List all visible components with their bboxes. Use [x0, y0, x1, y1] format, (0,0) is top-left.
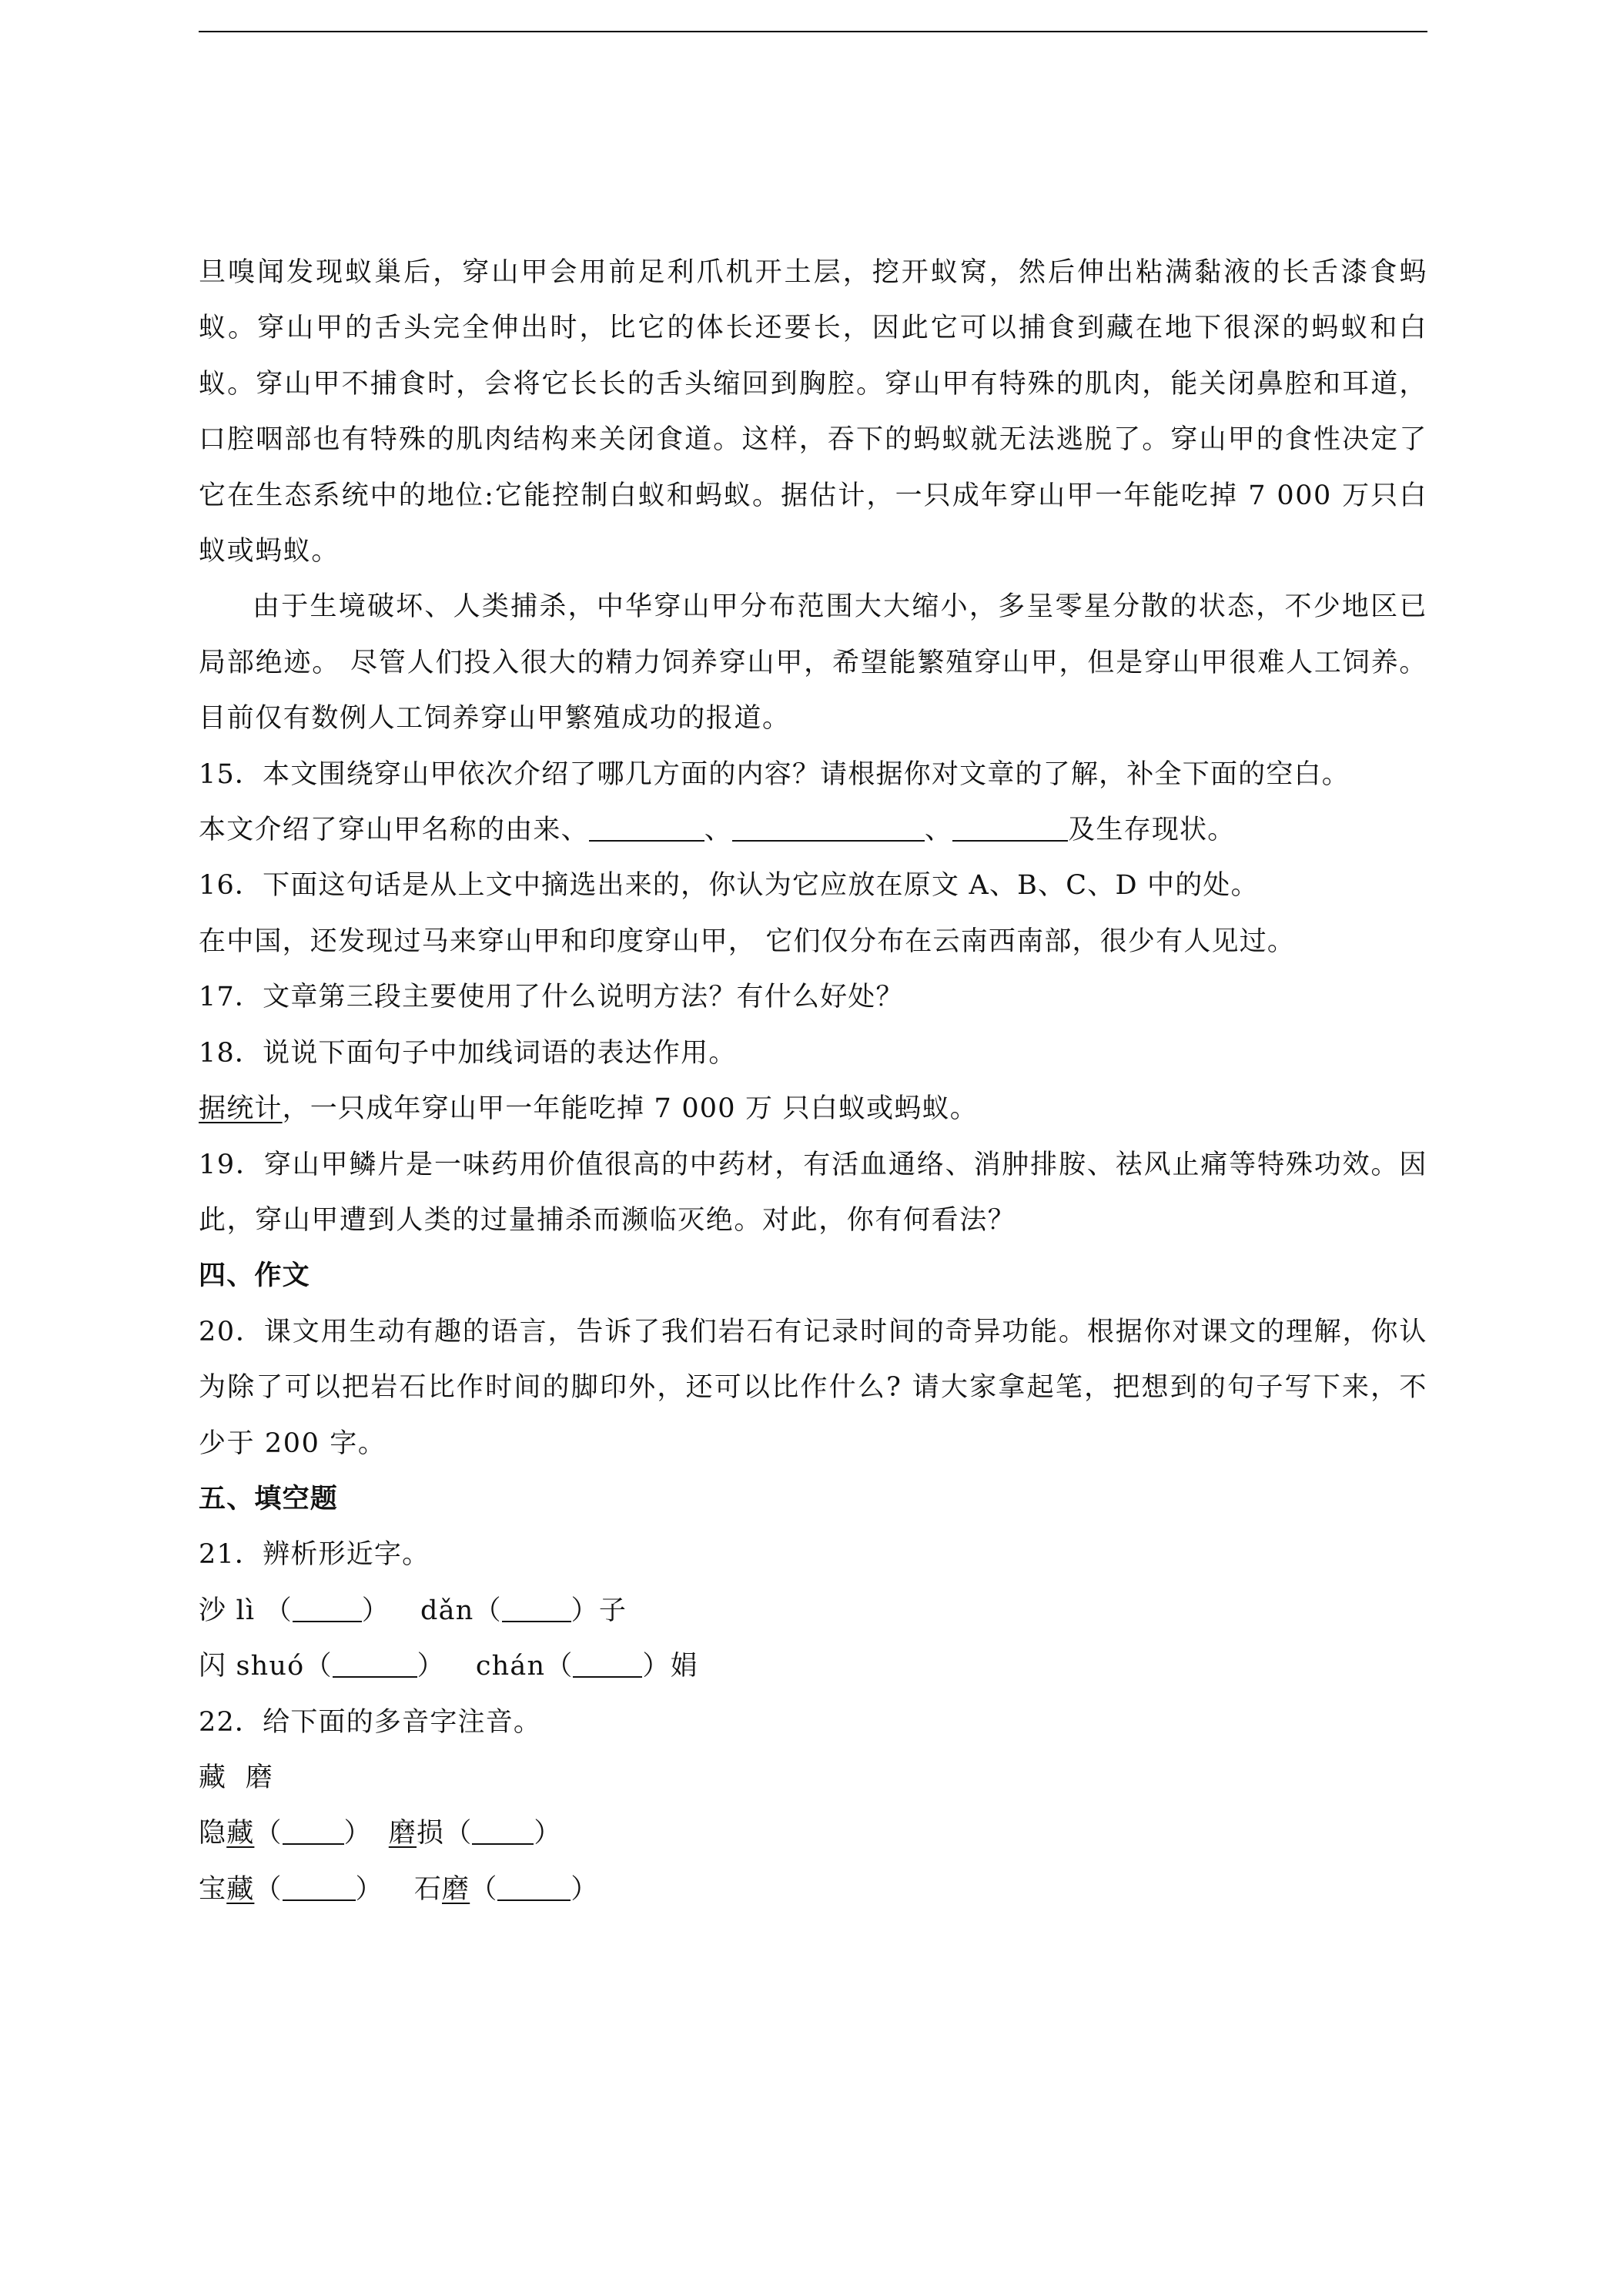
q22-r2-b-open: （: [470, 1873, 498, 1905]
q21-r1-blank-1[interactable]: [293, 1595, 362, 1622]
q21-r2-c1-pre: 闪 shuó（: [199, 1651, 333, 1682]
header-rule: [199, 31, 1427, 32]
q22-r2-blank-2[interactable]: [497, 1873, 571, 1901]
q22-chars: 藏 磨: [199, 1762, 274, 1793]
q21-r2-c1-post: ）: [417, 1651, 445, 1682]
q22-r2-a-pre: 宝: [199, 1873, 227, 1905]
q15-fill-start: 本文介绍了穿山甲名称的由来、: [199, 815, 589, 846]
q22-question: 22．给下面的多音字注音。: [199, 1706, 542, 1738]
q17-question: 17．文章第三段主要使用了什么说明方法？有什么好处？: [199, 982, 904, 1013]
document-body: [199, 245, 1427, 1917]
q21-r2-c2-pre: chán（: [475, 1651, 574, 1682]
q22-r2-a-open: （: [254, 1873, 283, 1905]
passage-paragraph-2: 由于生境破坏、人类捕杀，中华穿山甲分布范围大大缩小，多呈零星分散的状态，不少地区已局部绝迹。 尽管人们投入很大的精力饲养穿山甲，希望能繁殖穿山甲，但是穿山甲很难人工饲养。目前仅有数例人工饲养穿山甲繁殖成功的报道。: [199, 591, 1427, 735]
q22-r1-blank-2[interactable]: [472, 1817, 534, 1845]
q21-r2-c2-post: ）娟: [642, 1651, 698, 1682]
q21-r2-blank-2[interactable]: [573, 1650, 642, 1678]
q22-r1-a-open: （: [254, 1818, 283, 1849]
q16-sentence: 在中国，还发现过马来穿山甲和印度穿山甲， 它们仅分布在云南西南部，很少有人见过。: [199, 925, 1296, 957]
q22-r1-a-pre: 隐: [199, 1818, 227, 1849]
q21-r1-c2-pre: dǎn（: [420, 1595, 502, 1626]
q21-r2-blank-1[interactable]: [333, 1650, 417, 1678]
q22-r1-a-char: 藏: [226, 1818, 255, 1849]
q18-sentence-rest: ，一只成年穿山甲一年能吃掉 7 000 万 只白蚁或蚂蚁。: [282, 1093, 978, 1125]
q15-sep-2: 、: [925, 815, 953, 846]
q22-r2-a-char: 藏: [226, 1873, 255, 1905]
q15-blank-3[interactable]: [952, 814, 1068, 842]
q18-sentence: [199, 1081, 1427, 1136]
q22-row-1: [199, 1806, 1427, 1861]
q22-r1-b-post: 损（: [417, 1818, 473, 1849]
q21-r1-c1-post: ）: [361, 1595, 390, 1626]
q22-r2-a-close: ）: [355, 1873, 383, 1905]
q20-question: 20．课文用生动有趣的语言，告诉了我们岩石有记录时间的奇异功能。根据你对课文的理解，你认为除了可以把岩石比作时间的脚印外，还可以比作什么? 请大家拿起笔，把想到的句子写下来，不少于 200 字。: [199, 1316, 1427, 1459]
q16-question: 16．下面这句话是从上文中摘选出来的，你认为它应放在原文 A、B、C、D 中的处。: [199, 870, 1259, 902]
q22-r1-b-char: 磨: [388, 1818, 417, 1849]
q21-r1-blank-2[interactable]: [502, 1595, 571, 1622]
q15-blank-1[interactable]: [589, 814, 704, 842]
q22-row-2: [199, 1862, 1427, 1917]
q15-sep-1: 、: [704, 815, 733, 846]
q21-row-2: [199, 1638, 1427, 1694]
q15-blank-2[interactable]: [732, 814, 925, 842]
q22-r2-b-close: ）: [571, 1873, 599, 1905]
q18-question: 18．说说下面句子中加线词语的表达作用。: [199, 1037, 737, 1069]
q19-question: 19．穿山甲鳞片是一味药用价值很高的中药材，有活血通络、消肿排胺、祛风止痛等特殊功效。因此，穿山甲遭到人类的过量捕杀而濒临灭绝。对此，你有何看法？: [199, 1149, 1427, 1236]
section-4-heading: 四、作文: [199, 1260, 310, 1292]
q22-r2-blank-1[interactable]: [283, 1873, 356, 1901]
q15-fill-line: [199, 802, 1427, 858]
q21-question: 21．辨析形近字。: [199, 1539, 430, 1571]
q22-r1-blank-1[interactable]: [283, 1817, 344, 1845]
q22-r2-b-char: 磨: [442, 1873, 470, 1905]
q15-fill-end: 及生存现状。: [1068, 815, 1236, 846]
q15-question: 15．本文围绕穿山甲依次介绍了哪几方面的内容？请根据你对文章的了解，补全下面的空白。: [199, 758, 1350, 790]
q22-r2-b-pre: 石: [413, 1873, 443, 1905]
section-5-heading: 五、填空题: [199, 1482, 339, 1514]
q21-r1-c1-pre: 沙 lì （: [199, 1595, 293, 1626]
passage-paragraph-1: 旦嗅闻发现蚁巢后，穿山甲会用前足利爪机开土层，挖开蚁窝，然后伸出粘满黏液的长舌漆食蚂蚁。穿山甲的舌头完全伸出时，比它的体长还要长，因此它可以捕食到藏在地下很深的蚂蚁和白蚁。穿山甲不捕食时，会将它长长的舌头缩回到胸腔。穿山甲有特殊的肌肉，能关闭鼻腔和耳道，口腔咽部也有特殊的肌肉结构来关闭食道。这样，吞下的蚂蚁就无法逃脱了。穿山甲的食性决定了它在生态系统中的地位:它能控制白蚁和蚂蚁。据估计，一只成年穿山甲一年能吃掉 7 000 万只白蚁或蚂蚁。: [199, 257, 1427, 567]
q21-row-1: [199, 1583, 1427, 1638]
q22-r1-b-close: ）: [534, 1818, 562, 1849]
q22-r1-a-close: ）: [343, 1818, 372, 1849]
q21-r1-c2-post: ）子: [571, 1595, 627, 1626]
q18-underlined-phrase: 据统计: [199, 1093, 283, 1125]
